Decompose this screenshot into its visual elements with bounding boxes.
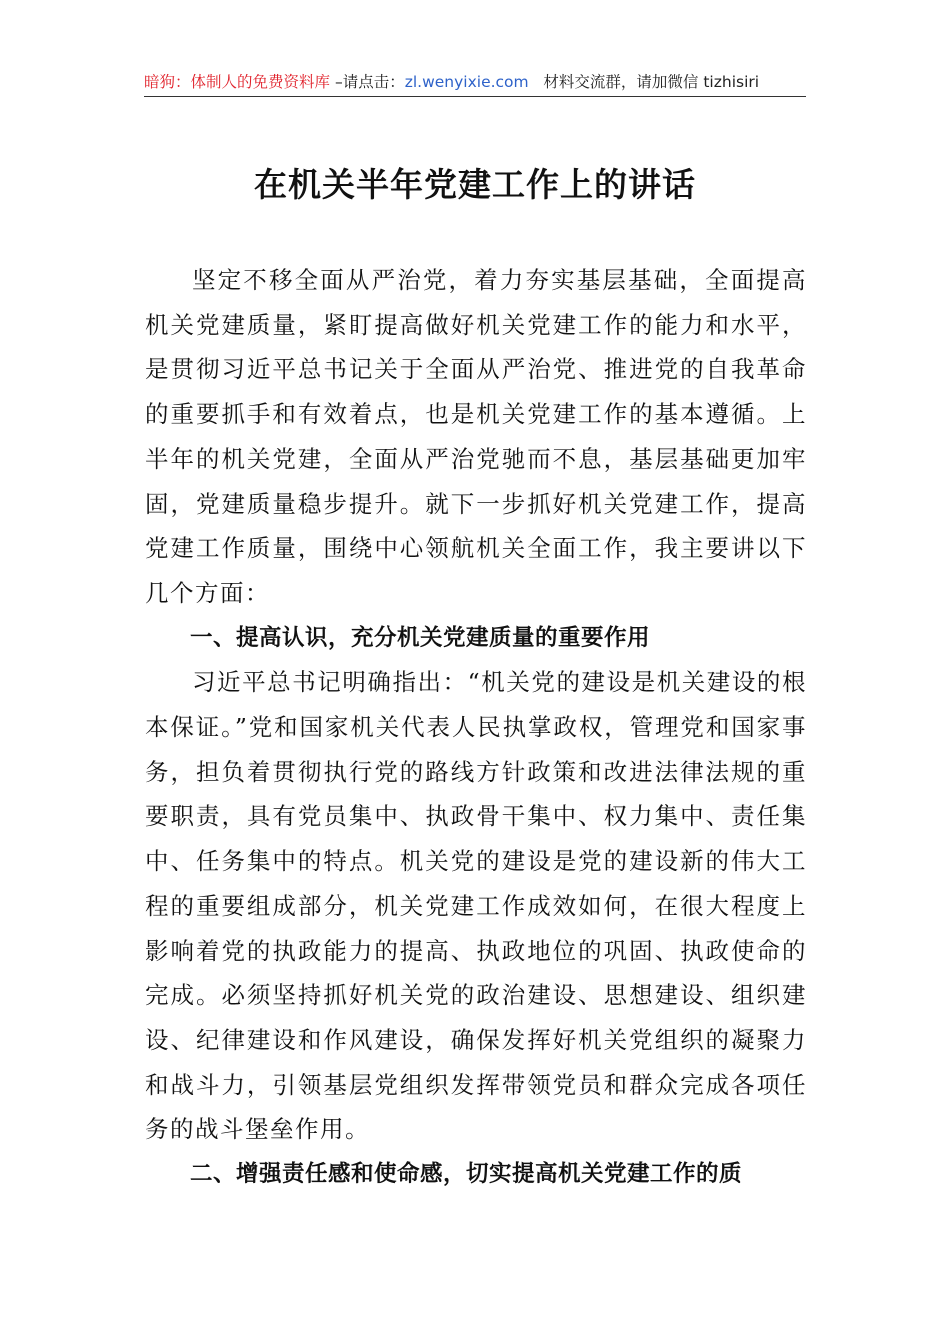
header-url-link[interactable]: zl.wenyixie.com — [404, 73, 529, 91]
header-wechat-note — [529, 73, 759, 91]
body-paragraph-2: 习近平总书记明确指出：“机关党的建设是机关建设的根本保证。”党和国家机关代表人民执掌政权，管理党和国家事务，担负着贯彻执行党的路线方针政策和改进法律法规的重要职责，具有党员集中、执政骨干集中、权力集中、责任集中、任务集中的特点。机关党的建设是党的建设新的伟大工程的重要组成部分，机关党建工作成效如何，在很大程度上影响着党的执政能力的提高、执政地位的巩固、执政使命的完成。必须坚持抓好机关党的政治建设、思想建设、组织建设、纪律建设和作风建设，确保发挥好机关党组织的凝聚力和战斗力，引领基层党组织发挥带领党员和群众完成各项任务的战斗堡垒作用。 — [145, 668, 807, 1144]
header-click-prompt: –请点击： — [330, 73, 405, 91]
section-heading-1: 一、提高认识，充分机关党建质量的重要作用 — [190, 624, 651, 651]
header-brand: 暗狗：体制人的免费资料库 — [144, 73, 331, 91]
page-header — [144, 70, 805, 94]
document-body — [145, 258, 807, 1197]
document-title: 在机关半年党建工作上的讲话 — [254, 165, 696, 204]
header-wechat-text: 材料交流群，请加微信 tizhisiri — [543, 73, 760, 91]
header-divider — [144, 96, 806, 97]
section-heading-2: 二、增强责任感和使命感，切实提高机关党建工作的质 — [190, 1161, 743, 1188]
body-paragraph-1: 坚定不移全面从严治党，着力夯实基层基础，全面提高机关党建质量，紧盯提高做好机关党建工作的能力和水平，是贯彻习近平总书记关于全面从严治党、推进党的自我革命的重要抓手和有效着点，也是机关党建工作的基本遵循。上半年的机关党建，全面从严治党驰而不息，基层基础更加牢固，党建质量稳步提升。就下一步抓好机关党建工作，提高党建工作质量，围绕中心领航机关全面工作，我主要讲以下几个方面： — [145, 266, 807, 607]
